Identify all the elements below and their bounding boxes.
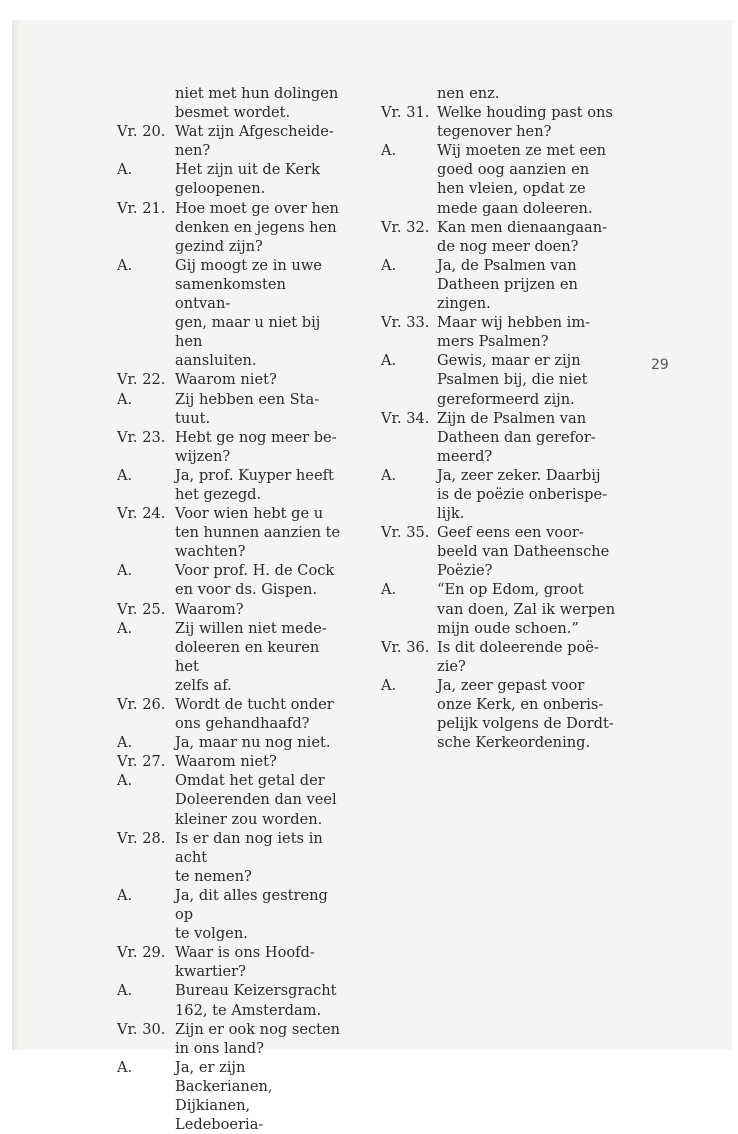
entry-label: Vr. 27. — [117, 753, 166, 771]
entry-text: Is dit doleerende poë- zie? — [437, 638, 599, 675]
entry-label: A. — [381, 581, 397, 599]
entry-text: Voor prof. H. de Cock en voor ds. Gispen. — [175, 562, 335, 599]
entry-label: Vr. 25. — [117, 600, 166, 618]
entry-label: A. — [117, 390, 133, 408]
entry-label — [381, 84, 437, 103]
entry-label: Vr. 35. — [381, 524, 430, 542]
entry-label: Vr. 29. — [117, 944, 166, 962]
entry-label: A. — [381, 352, 397, 370]
entry-text: nen enz. — [437, 85, 500, 102]
qa-entry — [117, 981, 342, 1019]
qa-entry — [117, 600, 342, 619]
entry-label: A. — [117, 562, 133, 580]
entry-text: Ja, dit alles gestreng op te volgen. — [175, 886, 328, 943]
qa-entry — [117, 390, 342, 428]
entry-text: Hebt ge nog meer be- wijzen? — [175, 428, 337, 465]
qa-entry — [381, 351, 618, 408]
entry-text: Waarom? — [175, 600, 244, 618]
entry-label: A. — [117, 886, 133, 904]
entry-label: A. — [117, 1058, 133, 1076]
entry-text: Het zijn uit de Kerk geloopenen. — [175, 161, 320, 198]
entry-label: Vr. 26. — [117, 696, 166, 713]
qa-entry — [117, 619, 342, 695]
entry-label: A. — [117, 466, 133, 484]
entry-text: Zij hebben een Sta- tuut. — [175, 390, 320, 427]
entry-label: Vr. 31. — [381, 104, 430, 122]
qa-entry — [381, 256, 618, 313]
left-text-column — [117, 84, 342, 1134]
qa-entry — [117, 1020, 342, 1058]
entry-text: Wij moeten ze met een goed oog aanzien en hen vleien, opdat ze mede gaan doleeren. — [437, 142, 606, 217]
entry-label: A. — [381, 466, 397, 484]
qa-entry — [381, 638, 618, 676]
entry-label: Vr. 22. — [117, 371, 166, 389]
entry-label: Vr. 34. — [381, 409, 430, 427]
qa-entry — [117, 160, 342, 198]
entry-text: Waar is ons Hoofd- kwartier? — [175, 944, 315, 981]
entry-text: Zijn er ook nog secten in ons land? — [175, 1020, 341, 1057]
entry-text: niet met hun dolingen besmet wordet. — [175, 85, 339, 122]
entry-text: Waarom niet? — [175, 371, 277, 389]
qa-entry — [381, 141, 618, 217]
entry-text: Ja, maar nu nog niet. — [175, 734, 331, 752]
qa-entry — [117, 84, 342, 122]
entry-label: A. — [117, 161, 133, 179]
qa-entry — [117, 886, 342, 943]
qa-entry — [117, 370, 342, 389]
entry-text: Waarom niet? — [175, 753, 277, 771]
entry-label — [117, 84, 175, 122]
entry-label: Vr. 30. — [117, 1020, 166, 1038]
entry-text: Hoe moet ge over hen denken en jegens hen gezind zijn? — [175, 199, 339, 255]
qa-entry — [381, 466, 618, 523]
qa-entry — [117, 1058, 342, 1134]
qa-entry — [117, 561, 342, 599]
qa-entry — [381, 409, 618, 466]
qa-entry — [381, 313, 618, 351]
qa-entry — [117, 695, 342, 733]
qa-entry — [117, 733, 342, 752]
entry-label: A. — [117, 256, 133, 274]
entry-text: Ja, zeer zeker. Daarbij is de poëzie onberispe- lijk. — [437, 466, 608, 523]
entry-label: A. — [117, 734, 133, 752]
entry-text: Maar wij hebben im- mers Psalmen? — [437, 314, 591, 351]
entry-label: A. — [381, 142, 397, 160]
entry-label: Vr. 24. — [117, 505, 166, 523]
entry-label: Vr. 21. — [117, 199, 166, 217]
qa-entry — [117, 504, 342, 561]
entry-text: Wordt de tucht onder ons gehandhaafd? — [175, 696, 334, 733]
entry-label: Vr. 20. — [117, 123, 166, 141]
entry-text: Ja, er zijn Backerianen, Dijkianen, Ledeboeria- — [175, 1058, 273, 1134]
qa-entry — [117, 122, 342, 160]
qa-entry — [381, 676, 618, 752]
page-number: 29 — [651, 357, 669, 373]
entry-text: Omdat het getal der Doleerenden dan veel kleiner zou worden. — [175, 772, 337, 828]
entry-text: Is er dan nog iets in acht te nemen? — [175, 829, 323, 885]
entry-text: Ja, prof. Kuyper heeft het gezegd. — [175, 466, 334, 503]
page-gutter-shadow — [12, 20, 20, 1050]
qa-entry — [117, 428, 342, 466]
entry-label: Vr. 23. — [117, 428, 166, 446]
entry-text: Ja, zeer gepast voor onze Kerk, en onberis- pelijk volgens de Dordt- sche Kerkeordening. — [437, 676, 614, 752]
qa-entry — [381, 580, 618, 637]
entry-label: Vr. 33. — [381, 314, 430, 332]
entry-text: Gewis, maar er zijn Psalmen bij, die niet gereformeerd zijn. — [437, 352, 588, 408]
entry-label: A. — [381, 676, 397, 694]
entry-label: Vr. 28. — [117, 829, 166, 847]
entry-label: A. — [381, 256, 397, 274]
entry-label: A. — [117, 772, 133, 790]
qa-entry — [381, 218, 618, 256]
qa-entry — [117, 466, 342, 504]
qa-entry — [381, 523, 618, 580]
entry-text: Kan men dienaangaan- de nog meer doen? — [437, 218, 608, 255]
qa-entry — [117, 829, 342, 886]
entry-label: Vr. 36. — [381, 638, 430, 656]
entry-text: Gij moogt ze in uwe samenkomsten ontvan- gen, maar u niet bij hen aansluiten. — [175, 256, 322, 370]
qa-entry — [381, 84, 618, 103]
qa-entry — [117, 943, 342, 981]
entry-label: A. — [117, 619, 133, 637]
entry-text: Wat zijn Afgescheide- nen? — [175, 123, 334, 160]
entry-text: Zijn de Psalmen van Datheen dan gerefor- meerd? — [437, 409, 596, 465]
entry-text: Welke houding past ons tegenover hen? — [437, 104, 613, 141]
entry-label: A. — [117, 982, 133, 1000]
entry-text: Ja, de Psalmen van Datheen prijzen en zingen. — [437, 256, 578, 313]
entry-text: Bureau Keizersgracht 162, te Amsterdam. — [175, 982, 337, 1019]
qa-entry — [117, 256, 342, 371]
right-text-column — [381, 84, 618, 752]
qa-entry — [117, 199, 342, 256]
qa-entry — [117, 771, 342, 828]
entry-text: Geef eens een voor- beeld van Datheensche Poëzie? — [437, 524, 610, 580]
entry-label: Vr. 32. — [381, 218, 430, 236]
qa-entry — [117, 752, 342, 771]
entry-text: Voor wien hebt ge u ten hunnen aanzien te wachten? — [175, 505, 341, 561]
entry-text: Zij willen niet mede- doleeren en keuren het zelfs af. — [175, 619, 327, 694]
qa-entry — [381, 103, 618, 141]
entry-text: “En op Edom, groot van doen, Zal ik werpen mijn oude schoen.” — [437, 581, 616, 637]
